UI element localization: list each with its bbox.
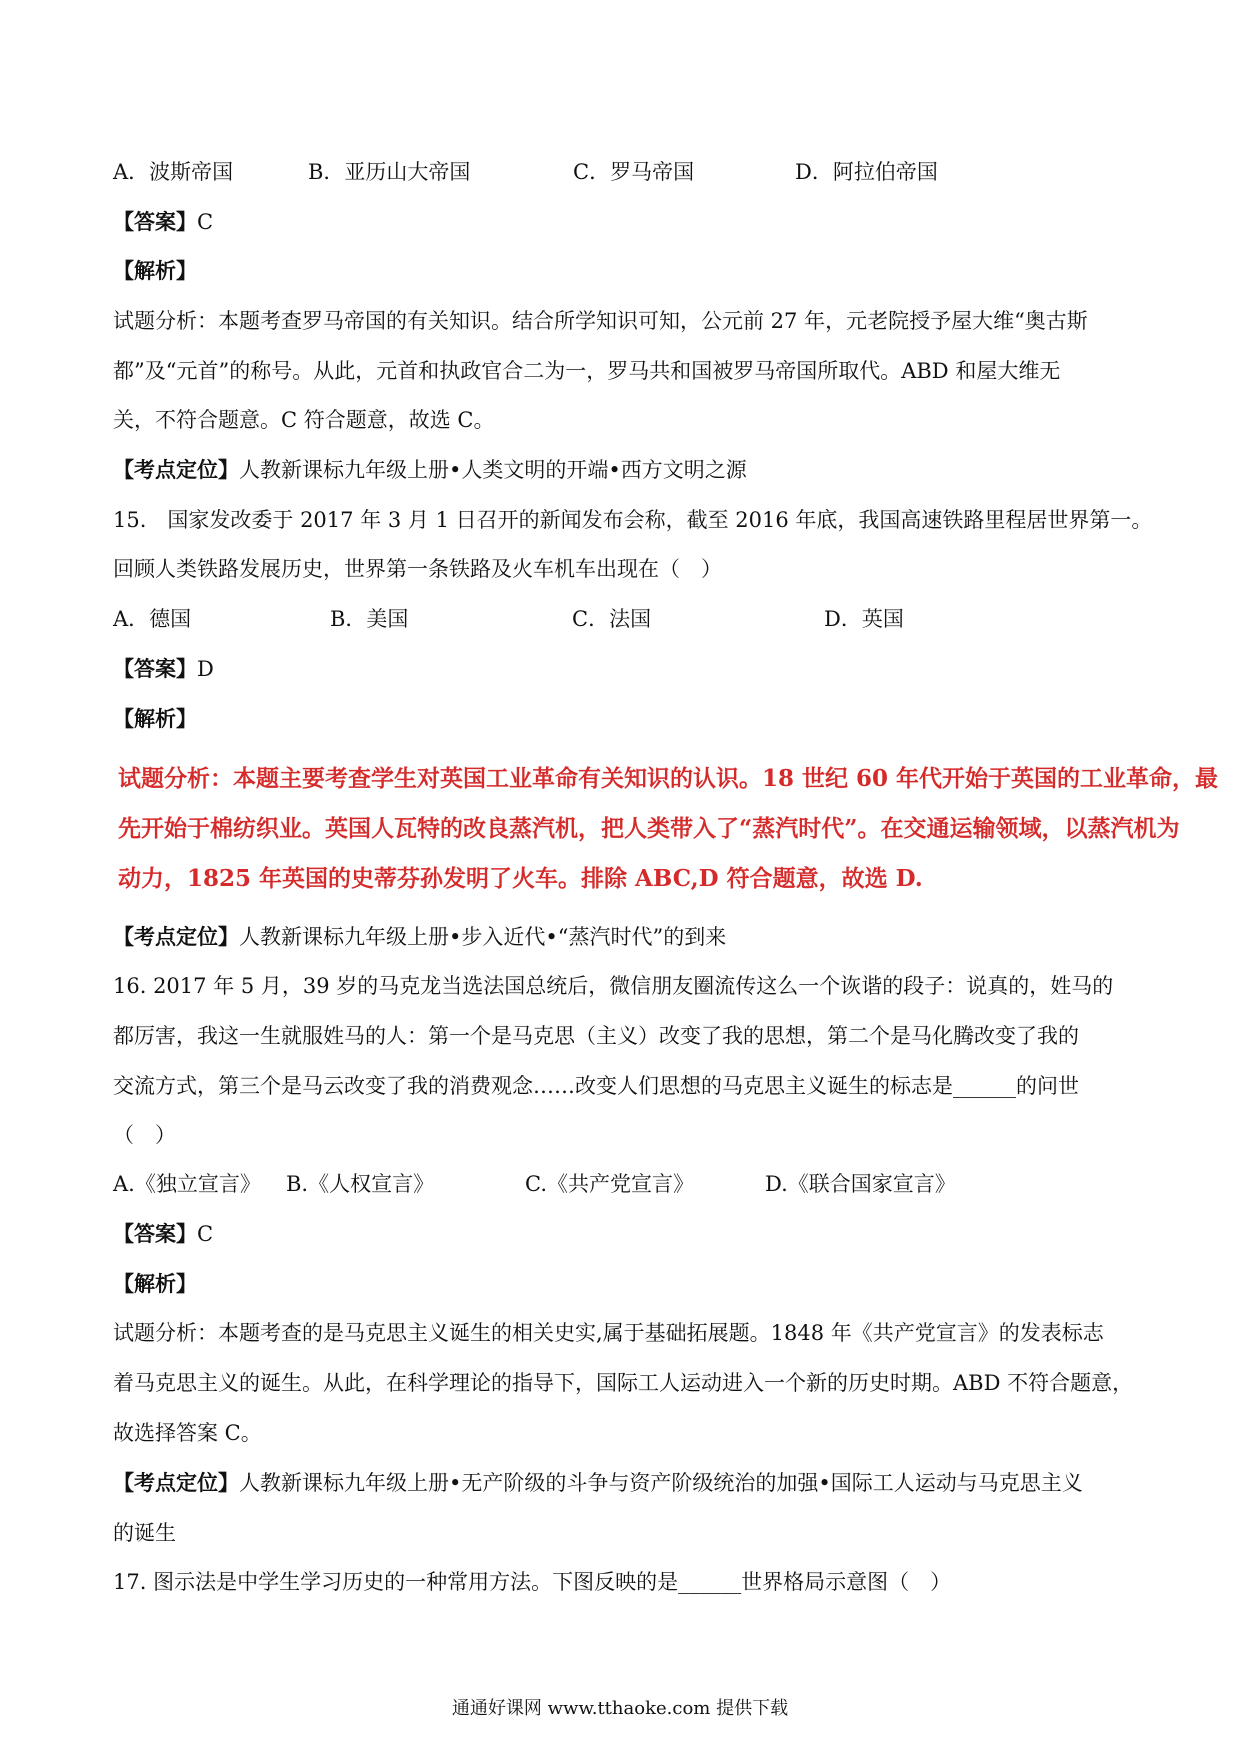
q15-location	[113, 922, 726, 952]
answer-value: C	[197, 210, 214, 234]
q16-stem-line-4: （ ）	[113, 1123, 176, 1147]
location-label: 【考点定位】	[113, 457, 239, 482]
q15-option-a: A．德国	[113, 607, 192, 631]
q16-stem-line-3: 交流方式，第三个是马云改变了我的消费观念……改变人们思想的马克思主义诞生的标志是______的问世	[113, 1074, 1079, 1098]
q14-answer	[113, 207, 213, 237]
q15-option-b: B．美国	[330, 607, 409, 631]
q16-stem-line-1: 16. 2017 年 5 月，39 岁的马克龙当选法国总统后，微信朋友圈流传这么一个诙谐的段子：说真的，姓马的	[113, 974, 1114, 998]
answer-label: 【答案】	[113, 209, 197, 234]
q15-analysis-line-3: 动力，1825 年英国的史蒂芬孙发明了火车。排除 ABC,D 符合题意，故选 D.	[118, 865, 923, 892]
q15-analysis-label: 【解析】	[113, 706, 197, 731]
q16-answer	[113, 1219, 213, 1249]
page-footer: 通通好课网 www.tthaoke.com 提供下载	[451, 1698, 789, 1719]
q15-option-c: C．法国	[572, 607, 652, 631]
location-value: 人教新课标九年级上册•人类文明的开端•西方文明之源	[239, 458, 747, 482]
q14-option-d: D．阿拉伯帝国	[795, 160, 938, 184]
q16-analysis-line-3: 故选择答案 C。	[113, 1421, 262, 1445]
q14-option-c: C．罗马帝国	[573, 160, 695, 184]
q15-stem-line-2: 回顾人类铁路发展历史，世界第一条铁路及火车机车出现在（ ）	[113, 557, 722, 581]
q15-option-d: D．英国	[824, 607, 904, 631]
q14-location	[113, 455, 747, 485]
q16-location-line-2: 的诞生	[113, 1521, 176, 1545]
q16-option-d: D.《联合国家宣言》	[765, 1172, 956, 1196]
q14-analysis-line-2: 都”及“元首”的称号。从此，元首和执政官合二为一，罗马共和国被罗马帝国所取代。ABD 和屋大维无	[113, 359, 1061, 383]
location-value-line-1: 人教新课标九年级上册•无产阶级的斗争与资产阶级统治的加强•国际工人运动与马克思主义	[239, 1471, 1083, 1495]
answer-label: 【答案】	[113, 1221, 197, 1246]
location-label: 【考点定位】	[113, 924, 239, 949]
q15-analysis-line-1: 试题分析：本题主要考查学生对英国工业革命有关知识的认识。18 世纪 60 年代开始于英国的工业革命，最	[118, 765, 1219, 792]
q16-option-b: B.《人权宣言》	[286, 1172, 435, 1196]
location-label: 【考点定位】	[113, 1470, 239, 1495]
q17-stem: 17. 图示法是中学生学习历史的一种常用方法。下图反映的是______世界格局示意图（ ）	[113, 1570, 952, 1594]
q16-analysis-line-2: 着马克思主义的诞生。从此，在科学理论的指导下，国际工人运动进入一个新的历史时期。ABD 不符合题意，	[113, 1371, 1134, 1395]
q14-option-a: A．波斯帝国	[113, 160, 234, 184]
q14-option-b: B．亚历山大帝国	[308, 160, 471, 184]
q16-option-a: A.《独立宣言》	[113, 1172, 261, 1196]
q14-analysis-line-1: 试题分析：本题考查罗马帝国的有关知识。结合所学知识可知，公元前 27 年，元老院授予屋大维“奥古斯	[113, 309, 1088, 333]
answer-value: D	[197, 657, 214, 681]
q15-stem-line-1: 15. 国家发改委于 2017 年 3 月 1 日召开的新闻发布会称，截至 2016 年底，我国高速铁路里程居世界第一。	[113, 508, 1153, 532]
q15-answer	[113, 654, 214, 684]
q14-analysis-line-3: 关，不符合题意。C 符合题意，故选 C。	[113, 408, 495, 432]
q15-analysis-line-2: 先开始于棉纺织业。英国人瓦特的改良蒸汽机，把人类带入了“蒸汽时代”。在交通运输领域，以蒸汽机为	[118, 815, 1180, 842]
answer-value: C	[197, 1222, 214, 1246]
location-value: 人教新课标九年级上册•步入近代•“蒸汽时代”的到来	[239, 925, 727, 949]
q16-option-c: C.《共产党宣言》	[525, 1172, 694, 1196]
q16-analysis-label: 【解析】	[113, 1271, 197, 1296]
q16-analysis-line-1: 试题分析：本题考查的是马克思主义诞生的相关史实,属于基础拓展题。1848 年《共产党宣言》的发表标志	[113, 1321, 1104, 1345]
q14-analysis-label: 【解析】	[113, 258, 197, 283]
q16-stem-line-2: 都厉害，我这一生就服姓马的人：第一个是马克思（主义）改变了我的思想，第二个是马化腾改变了我的	[113, 1024, 1079, 1048]
q16-location	[113, 1468, 1083, 1498]
answer-label: 【答案】	[113, 656, 197, 681]
